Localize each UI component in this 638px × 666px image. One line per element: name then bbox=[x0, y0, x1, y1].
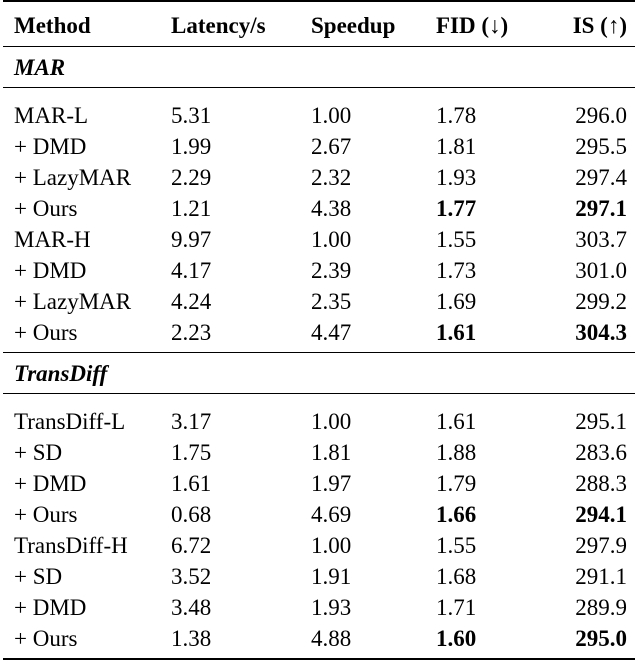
fid-cell: 1.69 bbox=[436, 289, 477, 314]
speedup-cell: 1.00 bbox=[311, 103, 352, 128]
latency-cell: 1.99 bbox=[171, 134, 212, 159]
speedup-cell: 1.97 bbox=[311, 471, 352, 496]
results-table bbox=[3, 0, 635, 660]
latency-cell: 3.52 bbox=[171, 564, 212, 589]
table-row bbox=[3, 131, 635, 162]
group-title: MAR bbox=[3, 47, 635, 88]
speedup-cell: 4.88 bbox=[311, 626, 352, 651]
method-cell: TransDiff-L bbox=[14, 409, 126, 434]
is-cell: 291.1 bbox=[575, 564, 627, 589]
is-cell: 297.9 bbox=[575, 533, 627, 558]
is-cell: 303.7 bbox=[575, 227, 627, 252]
method-cell: + DMD bbox=[14, 471, 87, 496]
group-header-row bbox=[3, 47, 635, 88]
speedup-cell: 4.69 bbox=[311, 502, 352, 527]
is-cell: 301.0 bbox=[575, 258, 627, 283]
fid-cell: 1.66 bbox=[436, 502, 477, 527]
table-row bbox=[3, 286, 635, 317]
latency-cell: 1.38 bbox=[171, 626, 212, 651]
fid-cell: 1.60 bbox=[436, 626, 477, 651]
is-cell: 295.5 bbox=[575, 134, 627, 159]
speedup-cell: 4.47 bbox=[311, 320, 352, 345]
latency-cell: 9.97 bbox=[171, 227, 212, 252]
table-row bbox=[3, 561, 635, 592]
method-cell: + Ours bbox=[14, 196, 78, 221]
method-cell: + SD bbox=[14, 564, 63, 589]
fid-cell: 1.88 bbox=[436, 440, 477, 465]
is-cell: 297.4 bbox=[575, 165, 627, 190]
is-cell: 294.1 bbox=[575, 502, 627, 527]
fid-cell: 1.68 bbox=[436, 564, 477, 589]
method-cell: + DMD bbox=[14, 258, 87, 283]
header-is: IS (↑) bbox=[572, 12, 627, 38]
speedup-cell: 4.38 bbox=[311, 196, 352, 221]
latency-cell: 4.17 bbox=[171, 258, 212, 283]
latency-cell: 3.17 bbox=[171, 409, 212, 434]
table-row bbox=[3, 530, 635, 561]
latency-cell: 1.61 bbox=[171, 471, 212, 496]
is-cell: 304.3 bbox=[575, 320, 627, 345]
fid-cell: 1.93 bbox=[436, 165, 477, 190]
table-row bbox=[3, 88, 635, 132]
latency-cell: 3.48 bbox=[171, 595, 212, 620]
fid-cell: 1.61 bbox=[436, 320, 477, 345]
header-latency: Latency/s bbox=[171, 12, 266, 38]
speedup-cell: 1.91 bbox=[311, 564, 352, 589]
group-header-row bbox=[3, 353, 635, 394]
header-speedup: Speedup bbox=[311, 12, 396, 38]
header-method: Method bbox=[14, 12, 91, 38]
latency-cell: 6.72 bbox=[171, 533, 212, 558]
fid-cell: 1.71 bbox=[436, 595, 477, 620]
header-fid: FID (↓) bbox=[436, 12, 509, 38]
is-cell: 283.6 bbox=[575, 440, 627, 465]
fid-cell: 1.77 bbox=[436, 196, 477, 221]
latency-cell: 0.68 bbox=[171, 502, 212, 527]
fid-cell: 1.81 bbox=[436, 134, 477, 159]
table-row bbox=[3, 592, 635, 623]
is-cell: 299.2 bbox=[575, 289, 627, 314]
speedup-cell: 2.35 bbox=[311, 289, 352, 314]
fid-cell: 1.55 bbox=[436, 227, 477, 252]
fid-cell: 1.78 bbox=[436, 103, 477, 128]
fid-cell: 1.73 bbox=[436, 258, 477, 283]
is-cell: 289.9 bbox=[575, 595, 627, 620]
speedup-cell: 1.00 bbox=[311, 533, 352, 558]
latency-cell: 4.24 bbox=[171, 289, 212, 314]
fid-cell: 1.61 bbox=[436, 409, 477, 434]
method-cell: MAR-L bbox=[14, 103, 89, 128]
speedup-cell: 1.00 bbox=[311, 227, 352, 252]
table-row bbox=[3, 317, 635, 353]
method-cell: + SD bbox=[14, 440, 63, 465]
latency-cell: 1.21 bbox=[171, 196, 212, 221]
table-row bbox=[3, 224, 635, 255]
header-row bbox=[3, 1, 635, 47]
method-cell: + Ours bbox=[14, 502, 78, 527]
is-cell: 295.1 bbox=[575, 409, 627, 434]
group-title: TransDiff bbox=[3, 353, 635, 394]
speedup-cell: 2.67 bbox=[311, 134, 352, 159]
is-cell: 297.1 bbox=[575, 196, 627, 221]
latency-cell: 2.29 bbox=[171, 165, 212, 190]
fid-cell: 1.79 bbox=[436, 471, 477, 496]
table-row bbox=[3, 623, 635, 659]
method-cell: + LazyMAR bbox=[14, 165, 132, 190]
method-cell: + DMD bbox=[14, 595, 87, 620]
is-cell: 296.0 bbox=[575, 103, 627, 128]
table-row bbox=[3, 468, 635, 499]
table-row bbox=[3, 255, 635, 286]
speedup-cell: 2.39 bbox=[311, 258, 352, 283]
table-row bbox=[3, 162, 635, 193]
table-row bbox=[3, 193, 635, 224]
table-row bbox=[3, 394, 635, 438]
method-cell: + LazyMAR bbox=[14, 289, 132, 314]
is-cell: 295.0 bbox=[575, 626, 627, 651]
speedup-cell: 1.81 bbox=[311, 440, 352, 465]
is-cell: 288.3 bbox=[575, 471, 627, 496]
fid-cell: 1.55 bbox=[436, 533, 477, 558]
table-row bbox=[3, 499, 635, 530]
speedup-cell: 2.32 bbox=[311, 165, 352, 190]
speedup-cell: 1.00 bbox=[311, 409, 352, 434]
speedup-cell: 1.93 bbox=[311, 595, 352, 620]
latency-cell: 5.31 bbox=[171, 103, 212, 128]
table-row bbox=[3, 437, 635, 468]
latency-cell: 2.23 bbox=[171, 320, 212, 345]
table-body bbox=[3, 47, 635, 660]
latency-cell: 1.75 bbox=[171, 440, 212, 465]
method-cell: MAR-H bbox=[14, 227, 91, 252]
method-cell: + Ours bbox=[14, 626, 78, 651]
method-cell: + Ours bbox=[14, 320, 78, 345]
method-cell: TransDiff-H bbox=[14, 533, 128, 558]
method-cell: + DMD bbox=[14, 134, 87, 159]
